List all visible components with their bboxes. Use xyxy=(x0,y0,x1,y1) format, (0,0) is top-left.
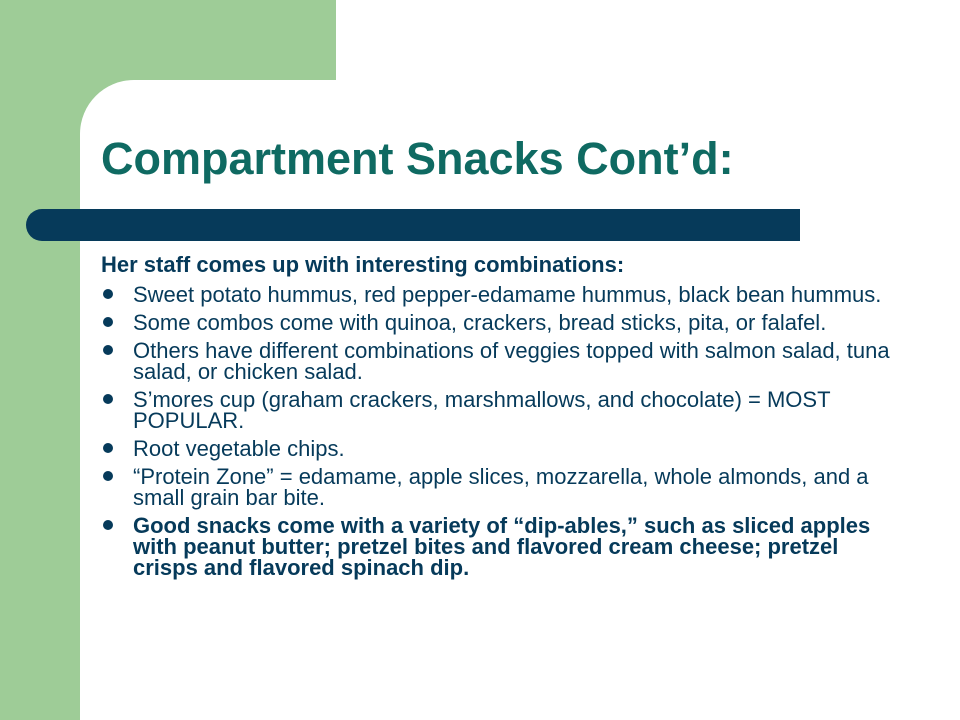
bullet-text: Others have different combinations of veggies topped with salmon salad, tuna salad, or chicken salad. xyxy=(133,338,890,384)
intro-text: Her staff comes up with interesting combinations: xyxy=(101,252,625,277)
bullet-item-protein-zone xyxy=(101,466,901,508)
bullet-list xyxy=(101,284,901,578)
bullet-text: Good snacks come with a variety of “dip-ables,” such as sliced apples with peanut butter; pretzel bites and flavored cream cheese; pretzel crisps and flavored spinach dip. xyxy=(133,513,871,580)
bullet-item-dip-ables xyxy=(101,515,901,578)
slide-body xyxy=(101,252,901,585)
bullet-text: Some combos come with quinoa, crackers, bread sticks, pita, or falafel. xyxy=(133,310,827,335)
bullet-dot-icon xyxy=(103,520,113,530)
bullet-item-veggies xyxy=(101,340,901,382)
bullet-text: S’mores cup (graham crackers, marshmallows, and chocolate) = MOST POPULAR. xyxy=(133,387,831,433)
bullet-item-smores xyxy=(101,389,901,431)
bullet-text: Root vegetable chips. xyxy=(133,436,345,461)
bullet-dot-icon xyxy=(103,317,113,327)
bullet-item-chips xyxy=(101,438,901,459)
bullet-dot-icon xyxy=(103,394,113,404)
bullet-dot-icon xyxy=(103,471,113,481)
bullet-text: “Protein Zone” = edamame, apple slices, mozzarella, whole almonds, and a small grain bar bite. xyxy=(133,464,869,510)
bullet-text: Sweet potato hummus, red pepper-edamame hummus, black bean hummus. xyxy=(133,282,882,307)
bullet-item-hummus xyxy=(101,284,901,305)
title-divider-bar xyxy=(26,209,800,241)
bullet-dot-icon xyxy=(103,289,113,299)
bullet-item-combos xyxy=(101,312,901,333)
bullet-dot-icon xyxy=(103,443,113,453)
bullet-dot-icon xyxy=(103,345,113,355)
slide-title: Compartment Snacks Cont’d: xyxy=(101,133,734,184)
